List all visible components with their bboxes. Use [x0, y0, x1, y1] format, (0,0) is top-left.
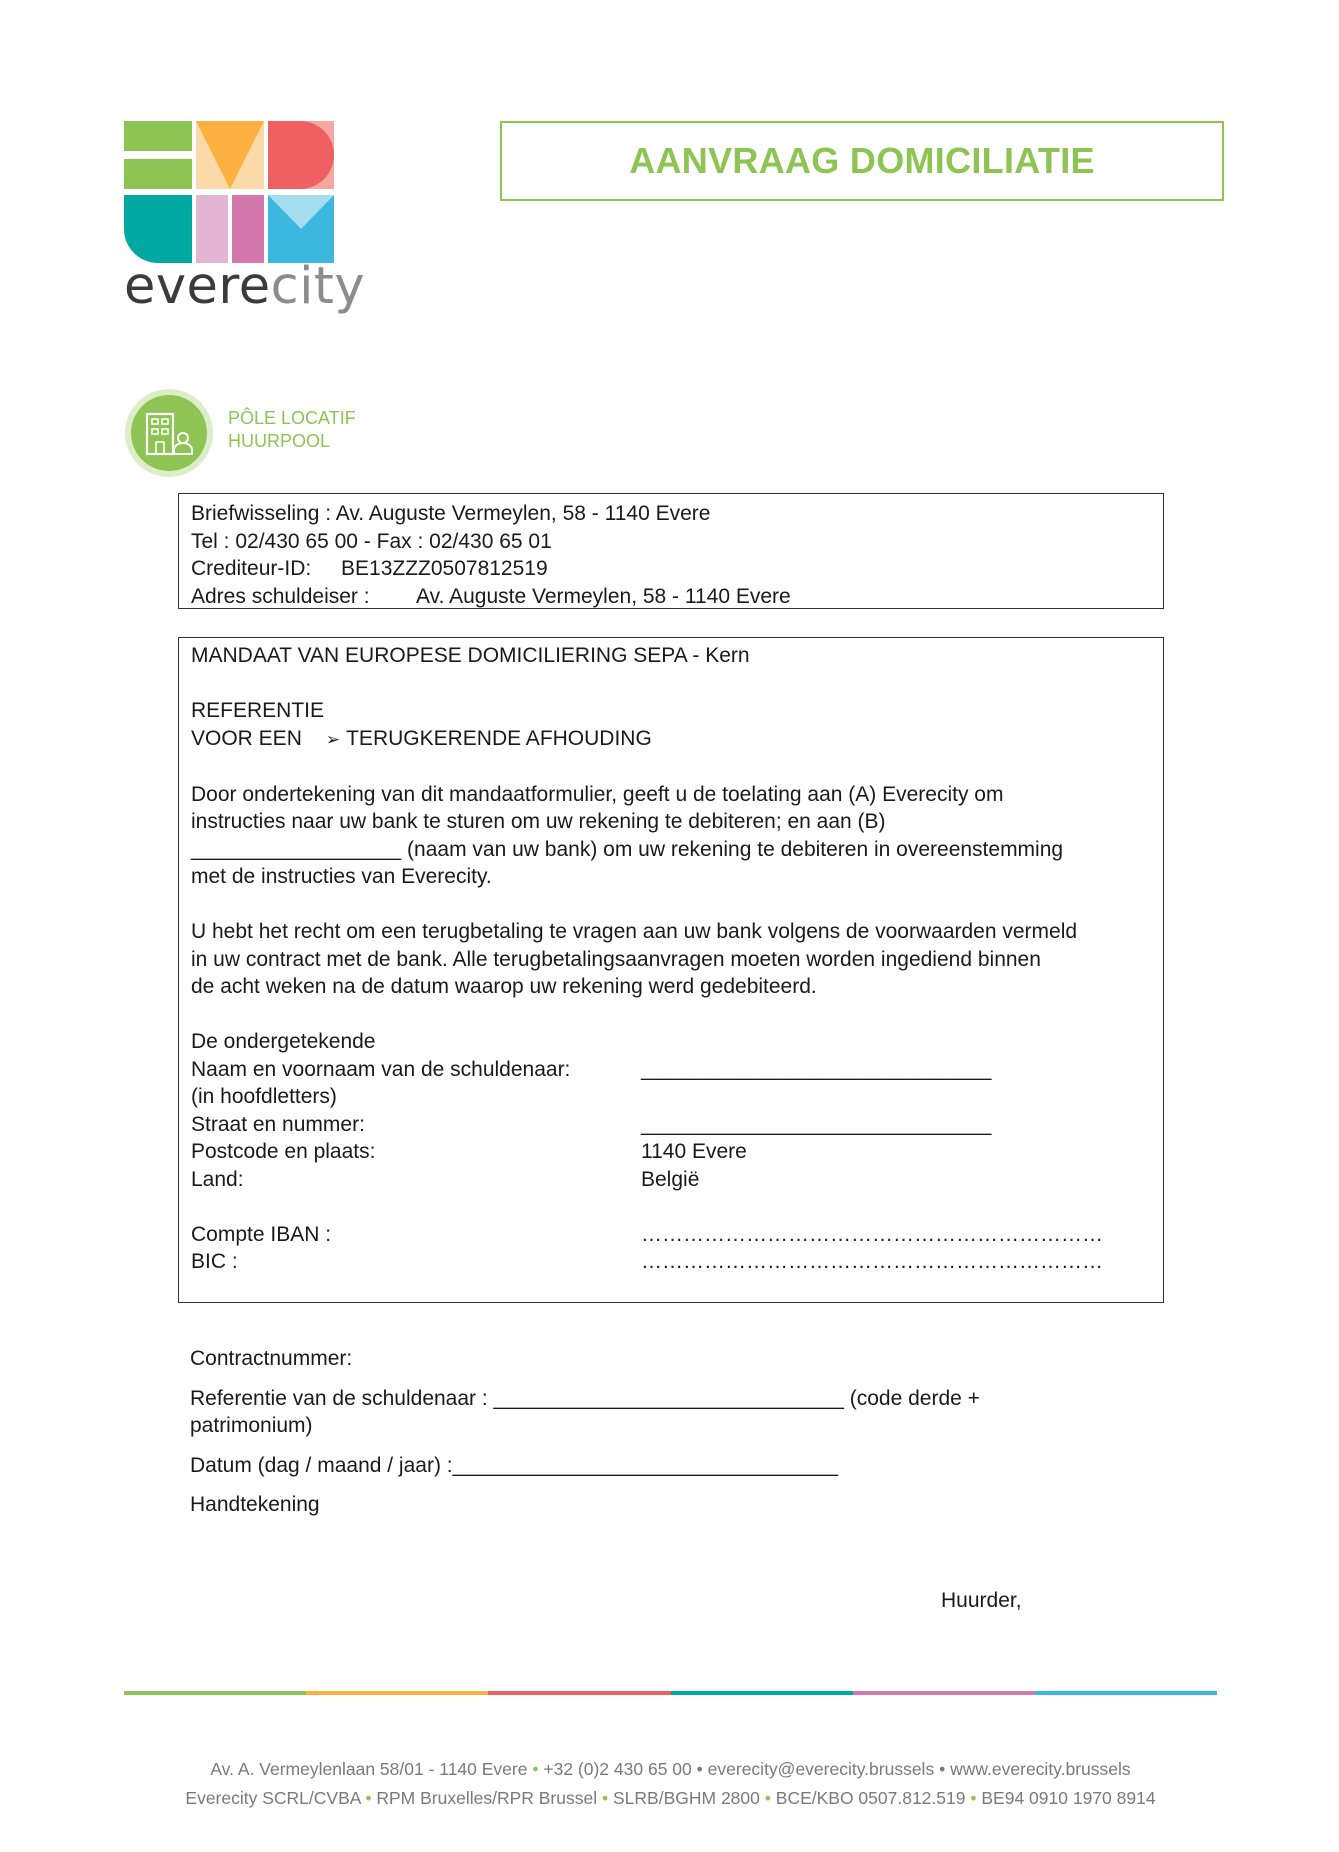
mandate-heading: MANDAAT VAN EUROPESE DOMICILIERING SEPA - Kern [191, 644, 750, 667]
correspondence-address: Briefwisseling : Av. Auguste Vermeylen, 58 - 1140 Evere [191, 502, 711, 525]
street-row [191, 1111, 1151, 1139]
footer-phone: +32 (0)2 430 65 00 [543, 1759, 692, 1779]
paragraph-line: de acht weken na de datum waarop uw rekening werd gedebiteerd. [191, 975, 817, 998]
pole-label [228, 407, 356, 453]
iban-label: Compte IBAN : [191, 1222, 332, 1246]
footer-rpm: RPM Bruxelles/RPR Brussel [376, 1788, 598, 1808]
signature-section [190, 1345, 1090, 1531]
creditor-address-row [191, 583, 1151, 611]
tenant-label: Huurder, [941, 1589, 1022, 1612]
arrow-right-icon: ➢ [325, 729, 341, 749]
phone-fax: Tel : 02/430 65 00 - Fax : 02/430 65 01 [191, 529, 552, 553]
iban-field[interactable]: ………………………………………………………… [641, 1222, 1103, 1246]
creditor-id-row [191, 555, 1151, 583]
debtor-reference-line: patrimonium) [190, 1414, 313, 1437]
footer-address: Av. A. Vermeylenlaan 58/01 - 1140 Evere [210, 1759, 528, 1779]
recurring-label: TERUGKERENDE AFHOUDING [346, 726, 652, 750]
everecity-logo [124, 121, 334, 263]
authorization-paragraph [191, 781, 1151, 891]
bank-name-field[interactable]: __________________ (naam van uw bank) om uw rekening te debiteren in overeenstemming [191, 837, 1064, 861]
recurring-row [191, 725, 1151, 754]
country-label: Land: [191, 1167, 244, 1191]
title-box [500, 121, 1224, 201]
contract-number-label: Contractnummer: [190, 1347, 353, 1370]
bic-field[interactable]: ………………………………………………………… [641, 1250, 1103, 1273]
creditor-id-value: BE13ZZZ0507812519 [341, 557, 548, 580]
postal-label: Postcode en plaats: [191, 1140, 376, 1163]
wordmark-part-b: city [270, 257, 366, 316]
country-value: België [641, 1167, 700, 1191]
bic-row [191, 1248, 1151, 1276]
country-row [191, 1166, 1151, 1194]
street-label: Straat en nummer: [191, 1112, 365, 1136]
building-person-icon [124, 388, 214, 478]
creditor-address-value: Av. Auguste Vermeylen, 58 - 1140 Evere [416, 584, 791, 608]
mandate-box [178, 637, 1164, 1303]
footer-bce: BCE/KBO 0507.812.519 [775, 1788, 966, 1808]
footer-slrb: SLRB/BGHM 2800 [613, 1788, 760, 1808]
paragraph-line: U hebt het recht om een terugbetaling te vragen aan uw bank volgens de voorwaarden vermeld [191, 920, 1078, 943]
paragraph-line: Door ondertekening van dit mandaatformulier, geeft u de toelating aan (A) Everecity om [191, 782, 1004, 806]
wordmark-part-a: evere [124, 257, 271, 316]
page-title: AANVRAAG DOMICILIATIE [629, 140, 1095, 181]
contact-box [178, 493, 1164, 609]
creditor-address-label: Adres schuldeiser : [191, 584, 370, 608]
footer [124, 1755, 1217, 1813]
footer-iban: BE94 0910 1970 8914 [981, 1788, 1156, 1808]
debtor-name-field[interactable]: ______________________________ [641, 1057, 992, 1081]
signature-label: Handtekening [190, 1493, 320, 1516]
undersigned-label: De ondergetekende [191, 1030, 376, 1053]
footer-website-link[interactable]: www.everecity.brussels [950, 1759, 1131, 1779]
street-field[interactable]: ______________________________ [641, 1112, 992, 1136]
paragraph-line: met de instructies van Everecity. [191, 865, 492, 888]
everecity-wordmark [124, 257, 366, 316]
footer-divider [124, 1691, 1217, 1695]
pole-label-line2: HUURPOOL [228, 431, 331, 451]
bic-label: BIC : [191, 1250, 238, 1273]
debtor-name-row [191, 1056, 1151, 1084]
paragraph-line: instructies naar uw bank te sturen om uw rekening te debiteren; en aan (B) [191, 810, 886, 833]
footer-line-2: Everecity SCRL/CVBA • RPM Bruxelles/RPR Brussel • SLRB/BGHM 2800 • BCE/KBO 0507.812.519 • BE94 0910 1970 8914 [185, 1788, 1156, 1808]
postal-value: 1140 Evere [641, 1140, 747, 1163]
paragraph-line: in uw contract met de bank. Alle terugbetalingsaanvragen moeten worden ingediend binnen [191, 947, 1041, 971]
for-a-label: VOOR EEN [191, 726, 302, 750]
postal-row [191, 1138, 1151, 1166]
footer-email-link[interactable]: everecity@everecity.brussels [707, 1759, 935, 1779]
refund-paragraph [191, 918, 1151, 1001]
footer-line-1: Av. A. Vermeylenlaan 58/01 - 1140 Evere • +32 (0)2 430 65 00 • everecity@everecity.brussels • www.everecity.brussels [210, 1759, 1131, 1779]
caps-note: (in hoofdletters) [191, 1085, 337, 1108]
debtor-name-label: Naam en voornaam van de schuldenaar: [191, 1057, 571, 1081]
footer-company: Everecity SCRL/CVBA [185, 1788, 361, 1808]
reference-label: REFERENTIE [191, 699, 325, 722]
pole-label-line1: PÔLE LOCATIF [228, 408, 356, 428]
creditor-id-label: Crediteur-ID: [191, 557, 312, 580]
date-field[interactable]: Datum (dag / maand / jaar) :_________________________________ [190, 1453, 839, 1477]
debtor-reference-line: Referentie van de schuldenaar : ______________________________ (code derde + [190, 1386, 980, 1410]
iban-row [191, 1221, 1151, 1249]
debtor-reference-field[interactable] [190, 1385, 1090, 1440]
